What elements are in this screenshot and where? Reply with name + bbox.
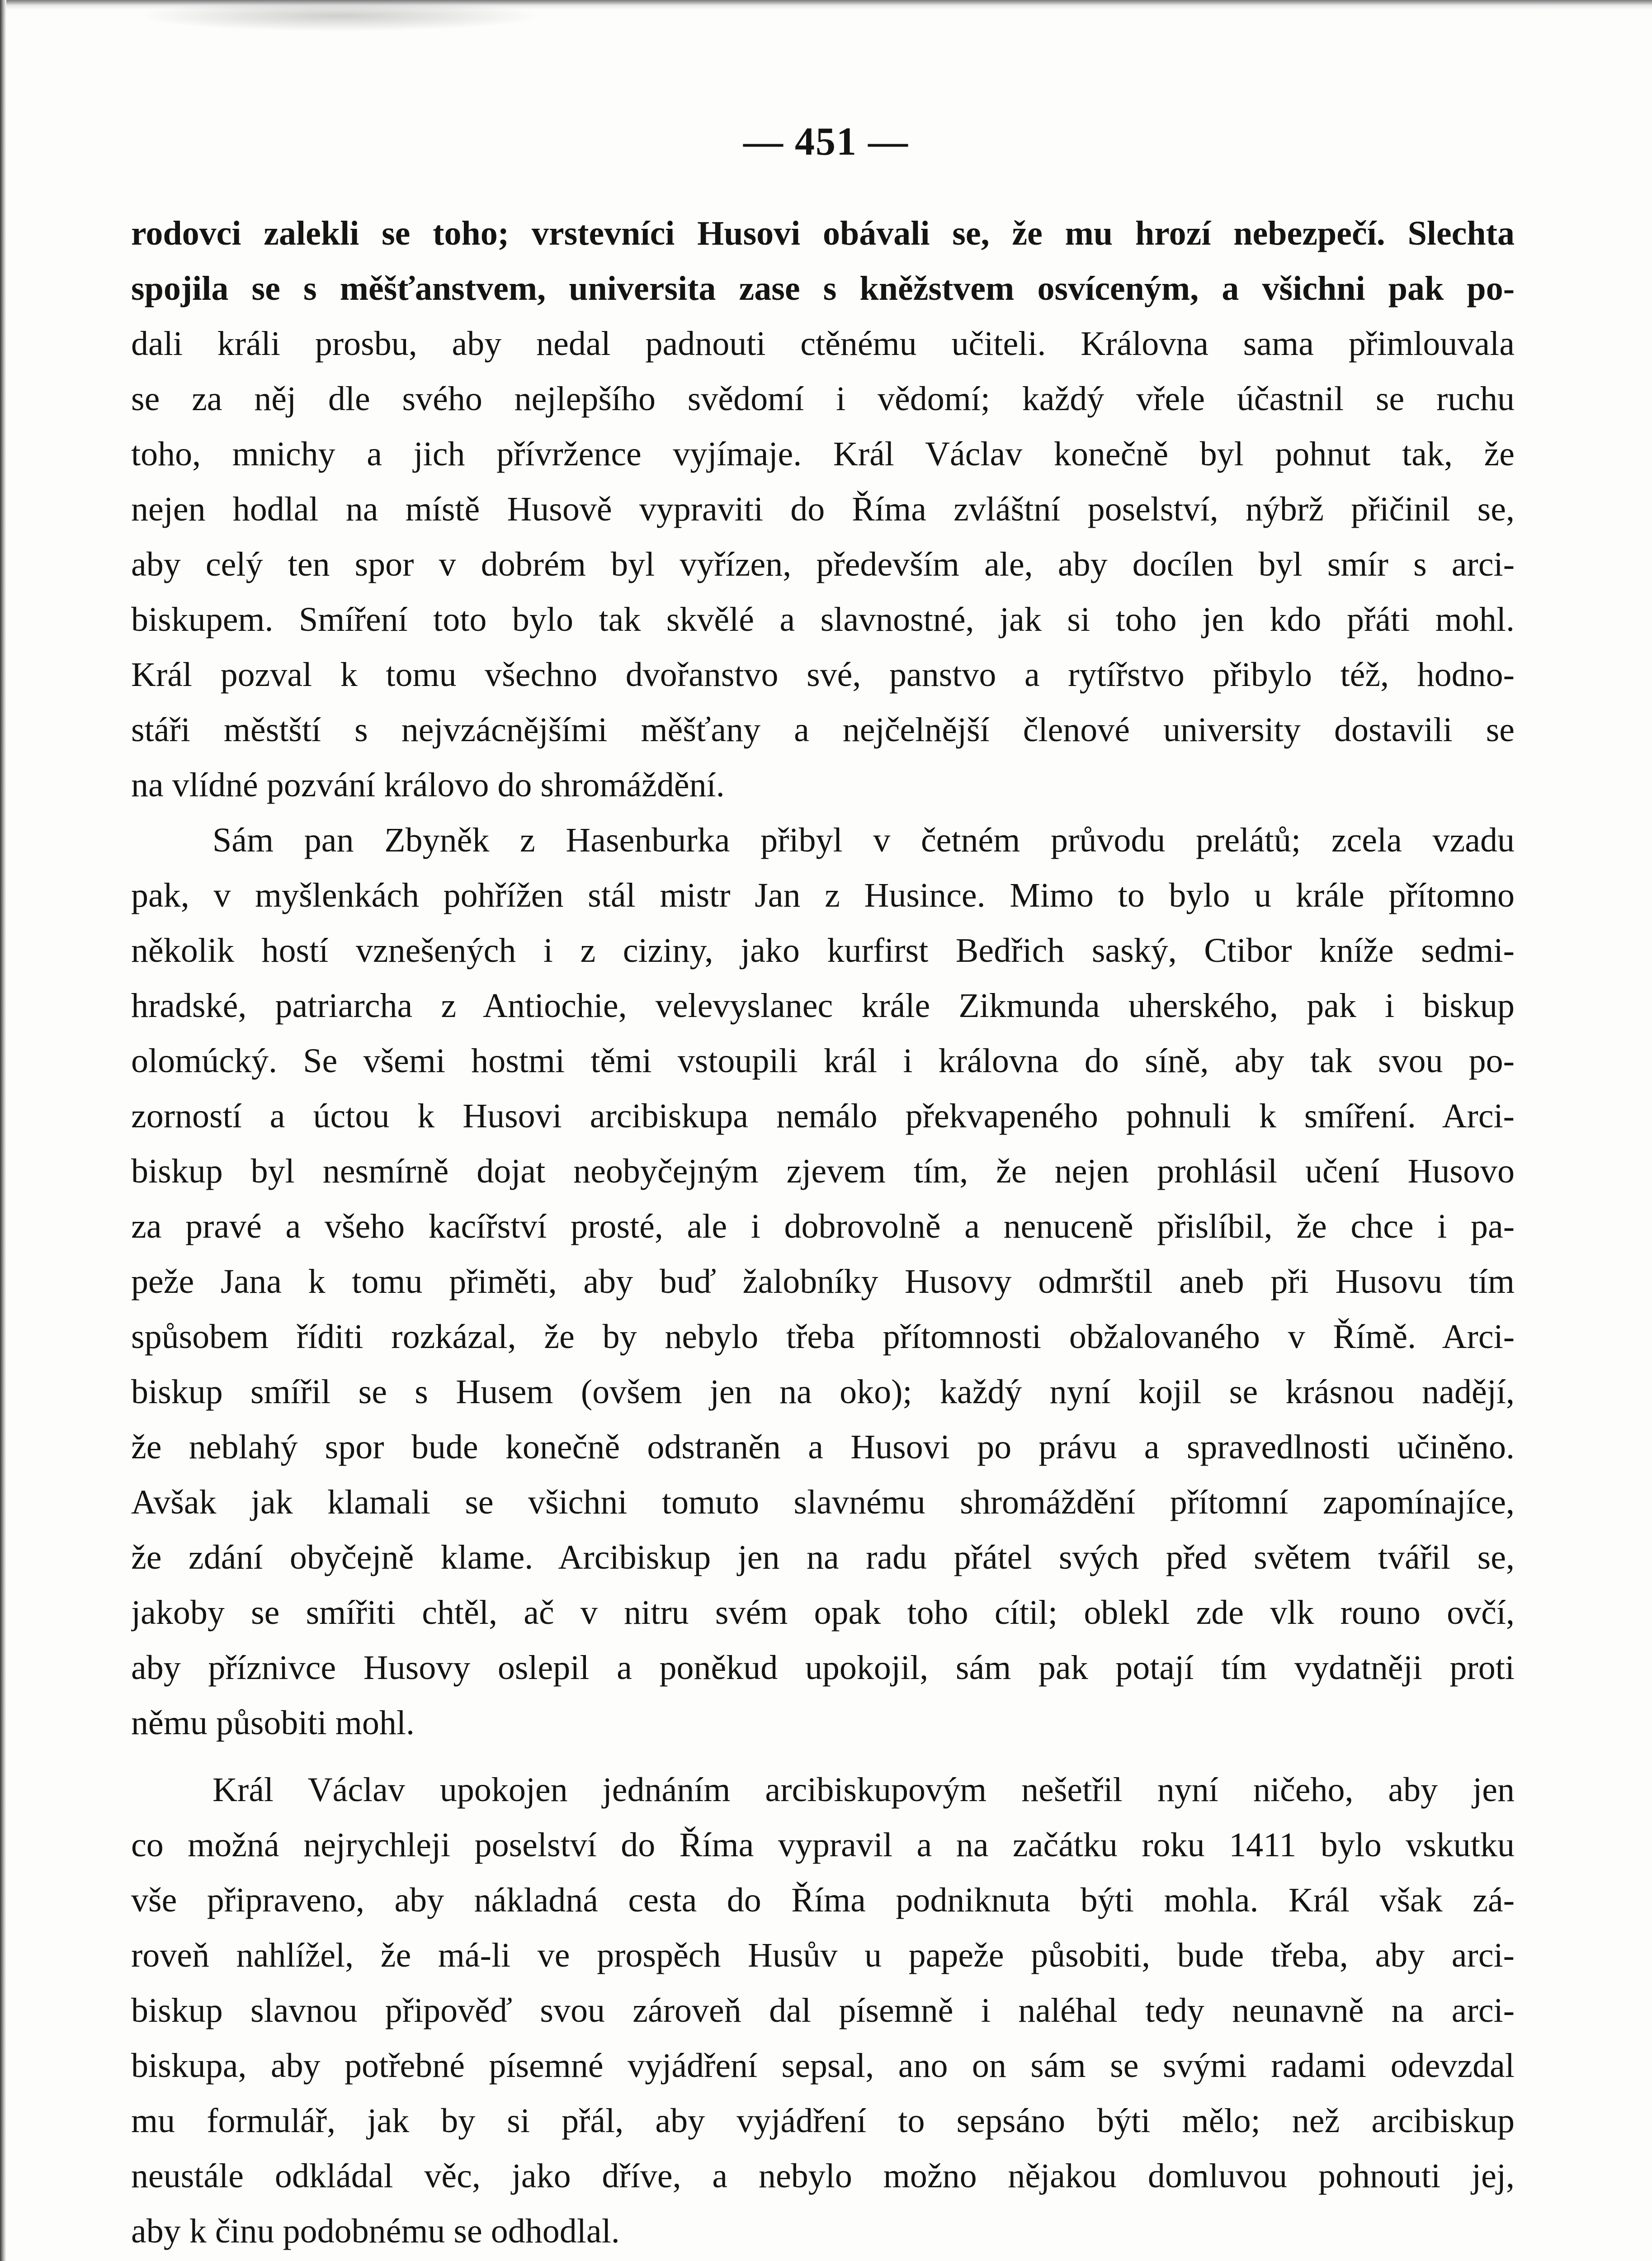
text-line: peže Jana k tomu přiměti, aby buď žalobníky Husovy odmrštil aneb při Husovu tím bbox=[131, 1263, 1515, 1301]
text-line: že zdání obyčejně klame. Arcibiskup jen na radu přátel svých před světem tvářil se, bbox=[131, 1538, 1515, 1576]
text-line: co možná nejrychleji poselství do Říma vypravil a na začátku roku 1411 bylo vskutku bbox=[131, 1826, 1515, 1864]
body-text bbox=[131, 206, 1515, 2261]
text-line: aby příznivce Husovy oslepil a poněkud upokojil, sám pak potají tím vydatněji proti bbox=[131, 1649, 1515, 1687]
text-line: rodovci zalekli se toho; vrstevníci Husovi obávali se, že mu hrozí nebezpečí. Slechta bbox=[131, 214, 1515, 252]
text-line: za pravé a všeho kacířství prosté, ale i dobrovolně a nenuceně přislíbil, že chce i pa- bbox=[131, 1207, 1515, 1245]
paragraph bbox=[131, 206, 1515, 813]
text-line: Sám pan Zbyněk z Hasenburka přibyl v četném průvodu prelátů; zcela vzadu bbox=[212, 821, 1515, 859]
text-line: neustále odkládal věc, jako dříve, a nebylo možno nějakou domluvou pohnouti jej, bbox=[131, 2157, 1515, 2195]
text-line: stáři městští s nejvzácnějšími měšťany a nejčelnější členové university dostavili se bbox=[131, 711, 1515, 749]
scan-smudge bbox=[136, 0, 543, 32]
text-line: olomúcký. Se všemi hostmi těmi vstoupili král i královna do síně, aby tak svou po- bbox=[131, 1042, 1515, 1080]
text-line: biskup byl nesmírně dojat neobyčejným zjevem tím, že nejen prohlásil učení Husovo bbox=[131, 1152, 1515, 1190]
text-line: biskup slavnou připověď svou zároveň dal písemně i naléhal tedy neunavně na arci- bbox=[131, 1991, 1515, 2029]
text-line: se za něj dle svého nejlepšího svědomí i vědomí; každý vřele účastnil se ruchu bbox=[131, 380, 1515, 418]
text-line: biskupa, aby potřebné písemné vyjádření sepsal, ano on sám se svými radami odevzdal bbox=[131, 2047, 1515, 2085]
text-line: roveň nahlížel, že má-li ve prospěch Husův u papeže působiti, bude třeba, aby arci- bbox=[131, 1936, 1515, 1974]
text-line: zorností a úctou k Husovi arcibiskupa nemálo překvapeného pohnuli k smíření. Arci- bbox=[131, 1097, 1515, 1135]
text-line: spůsobem říditi rozkázal, že by nebylo třeba přítomnosti obžalovaného v Římě. Arci- bbox=[131, 1318, 1515, 1356]
text-line: dali králi prosbu, aby nedal padnouti ctěnému učiteli. Královna sama přimlouvala bbox=[131, 325, 1515, 363]
text-line: Avšak jak klamali se všichni tomuto slavnému shromáždění přítomní zapomínajíce, bbox=[131, 1483, 1515, 1521]
text-line: toho, mnichy a jich přívržence vyjímaje. Král Václav konečně byl pohnut tak, že bbox=[131, 435, 1515, 473]
text-line: biskup smířil se s Husem (ovšem jen na oko); každý nyní kojil se krásnou nadějí, bbox=[131, 1373, 1515, 1411]
text-line: nejen hodlal na místě Husově vypraviti do Říma zvláštní poselství, nýbrž přičinil se, bbox=[131, 490, 1515, 528]
paragraph bbox=[131, 813, 1515, 1750]
text-line: spojila se s měšťanstvem, universita zase s kněžstvem osvíceným, a všichni pak po- bbox=[131, 270, 1515, 307]
text-line: na vlídné pozvání královo do shromáždění. bbox=[131, 766, 725, 804]
text-line: vše připraveno, aby nákladná cesta do Říma podniknuta býti mohla. Král však zá- bbox=[131, 1881, 1515, 1919]
text-line: několik hostí vznešených i z ciziny, jako kurfirst Bedřich saský, Ctibor kníže sedmi- bbox=[131, 932, 1515, 970]
text-line: že neblahý spor bude konečně odstraněn a Husovi po právu a spravedlnosti učiněno. bbox=[131, 1428, 1515, 1466]
paragraph-gap bbox=[131, 1750, 1515, 1762]
text-line: biskupem. Smíření toto bylo tak skvělé a slavnostné, jak si toho jen kdo přáti mohl. bbox=[131, 601, 1515, 639]
text-line: němu působiti mohl. bbox=[131, 1704, 415, 1742]
page-number: — 451 — bbox=[743, 120, 909, 164]
paragraph-gap bbox=[131, 2259, 1515, 2261]
text-line: Král Václav upokojen jednáním arcibiskupovým nešetřil nyní ničeho, aby jen bbox=[212, 1771, 1515, 1809]
text-line: mu formulář, jak by si přál, aby vyjádření to sepsáno býti mělo; než arcibiskup bbox=[131, 2102, 1515, 2140]
text-line: Král pozval k tomu všechno dvořanstvo své, panstvo a rytířstvo přibylo též, hodno- bbox=[131, 656, 1515, 694]
text-line: pak, v myšlenkách pohřížen stál mistr Jan z Husince. Mimo to bylo u krále přítomno bbox=[131, 876, 1515, 914]
paragraph bbox=[131, 1762, 1515, 2259]
text-line: aby celý ten spor v dobrém byl vyřízen, především ale, aby docílen byl smír s arci- bbox=[131, 545, 1515, 583]
text-line: jakoby se smířiti chtěl, ač v nitru svém opak toho cítil; oblekl zde vlk rouno ovčí, bbox=[131, 1594, 1515, 1632]
text-line: aby k činu podobnému se odhodlal. bbox=[131, 2212, 620, 2250]
text-line: hradské, patriarcha z Antiochie, velevyslanec krále Zikmunda uherského, pak i biskup bbox=[131, 987, 1515, 1025]
scan-edge-left bbox=[0, 0, 6, 2261]
